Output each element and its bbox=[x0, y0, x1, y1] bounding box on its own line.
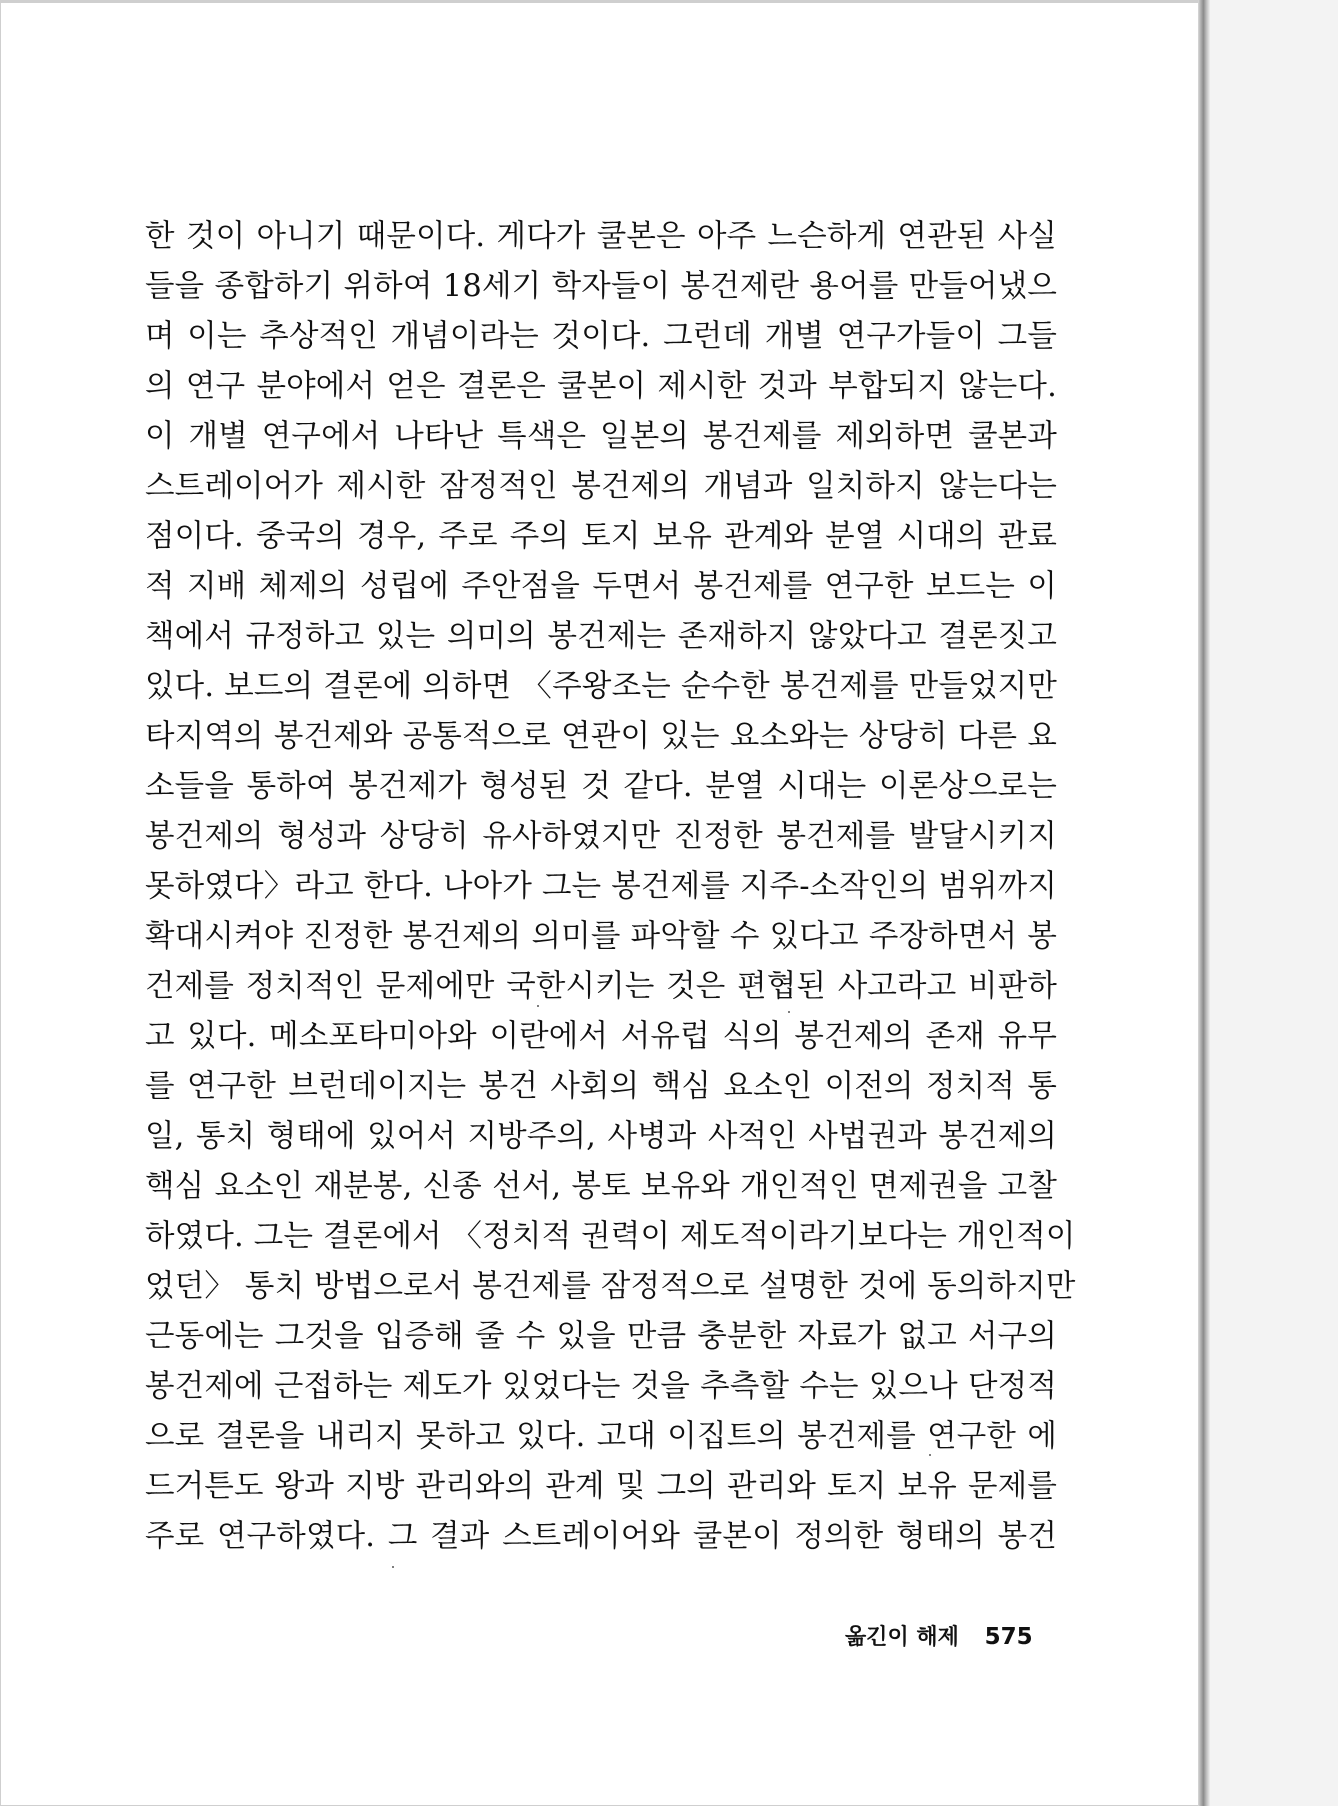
text-line: 타지역의 봉건제와 공통적으로 연관이 있는 요소와는 상당히 다른 요 bbox=[145, 719, 1057, 754]
text-line: 들을 종합하기 위하여 18세기 학자들이 봉건제란 용어를 만들어냈으 bbox=[145, 269, 1057, 304]
scan-speck bbox=[788, 1011, 790, 1013]
text-line: 점이다. 중국의 경우, 주로 주의 토지 보유 관계와 분열 시대의 관료 bbox=[145, 519, 1057, 554]
page-number: 575 bbox=[984, 1624, 1033, 1650]
text-line: 를 연구한 브런데이지는 봉건 사회의 핵심 요소인 이전의 정치적 통 bbox=[145, 1069, 1057, 1104]
text-line: 의 연구 분야에서 얻은 결론은 쿨본이 제시한 것과 부합되지 않는다. bbox=[145, 369, 1057, 404]
page-footer bbox=[845, 1617, 1033, 1657]
page-top-border bbox=[1, 1, 1206, 3]
text-line: 건제를 정치적인 문제에만 국한시키는 것은 편협된 사고라고 비판하 bbox=[145, 969, 1057, 1004]
text-line: 드거튼도 왕과 지방 관리와의 관계 및 그의 관리와 토지 보유 문제를 bbox=[145, 1469, 1057, 1504]
text-line: 하였다. 그는 결론에서 〈정치적 권력이 제도적이라기보다는 개인적이 bbox=[145, 1219, 1076, 1254]
text-line: 봉건제에 근접하는 제도가 있었다는 것을 추측할 수는 있으나 단정적 bbox=[145, 1369, 1057, 1404]
text-line: 주로 연구하였다. 그 결과 스트레이어와 쿨본이 정의한 형태의 봉건 bbox=[145, 1519, 1057, 1554]
text-line: 근동에는 그것을 입증해 줄 수 있을 만큼 충분한 자료가 없고 서구의 bbox=[145, 1319, 1057, 1354]
viewer-background bbox=[1210, 0, 1338, 1806]
text-line: 한 것이 아니기 때문이다. 게다가 쿨본은 아주 느슨하게 연관된 사실 bbox=[145, 219, 1057, 254]
text-line: 확대시켜야 진정한 봉건제의 의미를 파악할 수 있다고 주장하면서 봉 bbox=[145, 919, 1057, 954]
text-line: 며 이는 추상적인 개념이라는 것이다. 그런데 개별 연구가들이 그들 bbox=[145, 319, 1057, 354]
page-edge-shadow bbox=[1198, 0, 1210, 1806]
text-line: 책에서 규정하고 있는 의미의 봉건제는 존재하지 않았다고 결론짓고 bbox=[145, 619, 1057, 654]
body-text bbox=[145, 212, 1076, 1562]
text-line: 핵심 요소인 재분봉, 신종 선서, 봉토 보유와 개인적인 면제권을 고찰 bbox=[145, 1169, 1057, 1204]
text-line: 적 지배 체제의 성립에 주안점을 두면서 봉건제를 연구한 보드는 이 bbox=[145, 569, 1057, 604]
text-line: 이 개별 연구에서 나타난 특색은 일본의 봉건제를 제외하면 쿨본과 bbox=[145, 419, 1057, 454]
text-line: 고 있다. 메소포타미아와 이란에서 서유럽 식의 봉건제의 존재 유무 bbox=[145, 1019, 1057, 1054]
text-line: 으로 결론을 내리지 못하고 있다. 고대 이집트의 봉건제를 연구한 에 bbox=[145, 1419, 1057, 1454]
text-line: 일, 통치 형태에 있어서 지방주의, 사병과 사적인 사법권과 봉건제의 bbox=[145, 1119, 1057, 1154]
scan-speck bbox=[929, 1454, 931, 1456]
text-line: 못하였다〉라고 한다. 나아가 그는 봉건제를 지주-소작인의 범위까지 bbox=[145, 869, 1057, 904]
text-line: 소들을 통하여 봉건제가 형성된 것 같다. 분열 시대는 이론상으로는 bbox=[145, 769, 1057, 804]
text-line: 있다. 보드의 결론에 의하면 〈주왕조는 순수한 봉건제를 만들었지만 bbox=[145, 669, 1057, 704]
scan-speck bbox=[392, 1566, 394, 1568]
running-footer-section: 옮긴이 해제 bbox=[845, 1625, 959, 1650]
text-line: 봉건제의 형성과 상당히 유사하였지만 진정한 봉건제를 발달시키지 bbox=[145, 819, 1057, 854]
text-line: 스트레이어가 제시한 잠정적인 봉건제의 개념과 일치하지 않는다는 bbox=[145, 469, 1057, 504]
scan-speck bbox=[537, 1005, 539, 1007]
text-line: 었던〉 통치 방법으로서 봉건제를 잠정적으로 설명한 것에 동의하지만 bbox=[145, 1269, 1076, 1304]
